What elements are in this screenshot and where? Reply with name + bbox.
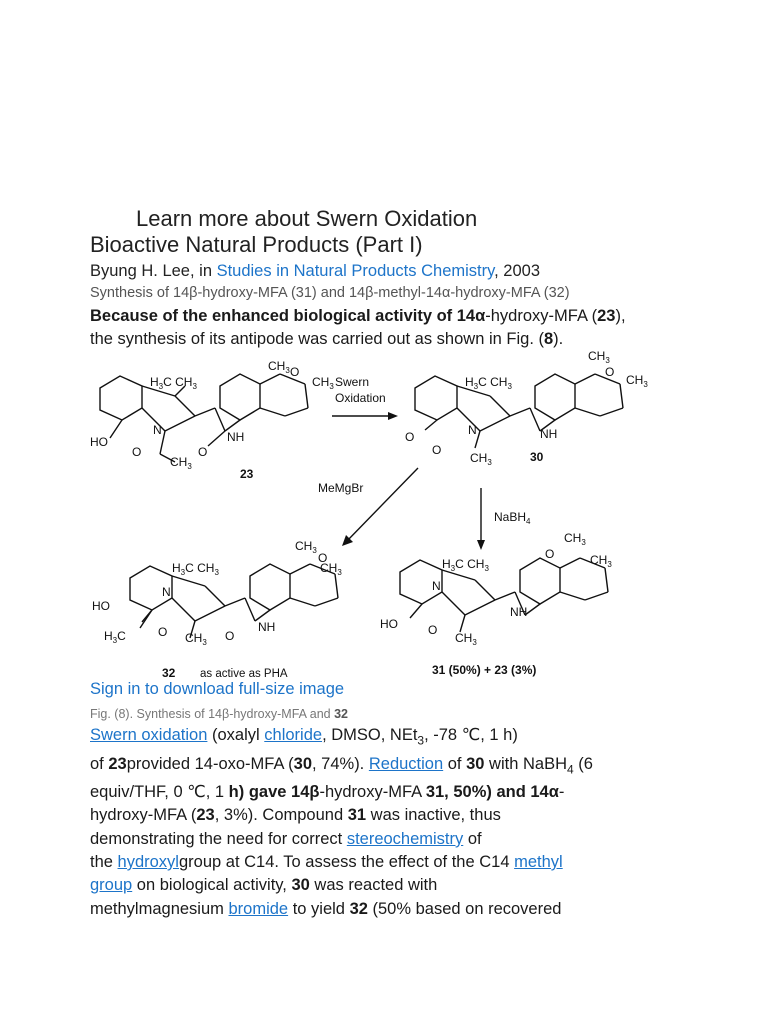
compound-ref: 32 xyxy=(349,899,368,918)
caption-text: Fig. (8). Synthesis of 14β-hydroxy-MFA and xyxy=(90,707,335,721)
structure-30 xyxy=(415,374,623,448)
label-n-31: N xyxy=(432,579,441,593)
body-text: the xyxy=(90,853,118,872)
label-o-32: O xyxy=(318,551,328,565)
label-o: O xyxy=(290,365,300,379)
body-text: , -78 ℃, 1 h) xyxy=(424,726,518,744)
structure-31 xyxy=(400,558,608,632)
label-ch3-top-32: $CH_3$ xyxy=(295,539,317,555)
label-ch3-top-30: $CH_3$ xyxy=(588,349,610,365)
label-ho-32: HO xyxy=(92,599,110,613)
nabh4-label: NaBH$_4$ xyxy=(494,510,531,526)
methyl-link[interactable]: methyl xyxy=(514,853,563,872)
memgbr-arrow xyxy=(346,468,418,542)
intro-text: ), xyxy=(615,307,626,325)
label-ch3-n-30: $CH_3$ xyxy=(470,451,492,467)
compound-ref: 23 xyxy=(597,307,616,325)
label-nh-32: NH xyxy=(258,620,276,634)
compound-ref: 31 xyxy=(425,783,445,802)
nabh4-arrow-group xyxy=(477,488,531,550)
label-o-30: O xyxy=(605,365,615,379)
body-text: on biological activity, xyxy=(132,876,292,895)
label-ch3-top: $CH_3$ xyxy=(268,359,290,375)
reaction-scheme-svg xyxy=(80,346,680,681)
chloride-link[interactable]: chloride xyxy=(264,726,323,744)
label-ch3-n: $CH_3$ xyxy=(170,455,192,471)
author: Byung H. Lee, in xyxy=(90,262,217,280)
body-text: demonstrating the need for correct xyxy=(90,829,347,848)
structure-23-labels xyxy=(90,359,334,481)
body-bold: h) gave 14β xyxy=(228,783,320,802)
label-ch3-top-31: $CH_3$ xyxy=(564,531,586,547)
bromide-link[interactable]: bromide xyxy=(228,899,289,918)
label-n-23: N xyxy=(153,423,162,437)
year: , 2003 xyxy=(494,262,541,280)
label-nh-31: NH xyxy=(510,605,528,619)
label-h3c-ch3-31: $H_3C$ $CH_3$ xyxy=(442,557,489,573)
body-text: equiv/THF, 0 ℃, 1 xyxy=(90,783,229,802)
label-ch3-n-32: $CH_3$ xyxy=(185,631,207,647)
label-ho-31: HO xyxy=(380,617,398,631)
compound-32-label: 32 xyxy=(162,666,176,680)
figure-caption xyxy=(90,707,348,721)
swern-arrow-group xyxy=(332,375,398,420)
body-text: group at C14. To assess the effect of the C14 xyxy=(178,853,515,872)
label-o-31b: O xyxy=(428,623,438,637)
body-text: -hydroxy-MFA xyxy=(319,783,426,802)
compound-ref: 23 xyxy=(196,806,215,825)
label-ch3-right-32: $CH_3$ xyxy=(320,561,342,577)
compound-32-note: as active as PHA xyxy=(200,668,288,680)
compound-30-label: 30 xyxy=(530,450,544,464)
compound-23-label: 23 xyxy=(240,467,254,481)
compound-31-result: 31 (50%) + 23 (3%) xyxy=(432,663,537,677)
body-text: , 74%). xyxy=(312,754,369,773)
reaction-scheme-figure[interactable] xyxy=(80,346,680,681)
label-ho-23: HO xyxy=(90,435,108,449)
label-h3c-ch3: $H_3C$ $CH_3$ xyxy=(150,375,197,391)
label-ch3-right-30: $CH_3$ xyxy=(626,373,648,389)
body-text: was inactive, thus xyxy=(366,806,501,825)
body-text: with NaBH xyxy=(484,754,567,773)
compound-ref: 30 xyxy=(291,876,310,895)
swern-arrowhead xyxy=(388,412,398,420)
intro-text: ). xyxy=(553,330,564,348)
compound-ref: 31 xyxy=(347,806,367,825)
nabh4-arrowhead xyxy=(477,540,485,550)
compound-ref: 30 xyxy=(466,754,485,773)
body-text: hydroxy-MFA ( xyxy=(90,806,197,825)
label-o-31: O xyxy=(545,547,555,561)
group-link[interactable]: group xyxy=(90,876,133,895)
label-o-30b: O xyxy=(432,443,442,457)
intro-bold: Because of the enhanced biological activity of 14α xyxy=(90,307,486,325)
label-ch3-right: $CH_3$ xyxy=(312,375,334,391)
intro-text: the synthesis of its antipode was carried out as shown in Fig. ( xyxy=(90,330,544,348)
oxidation-label: Oxidation xyxy=(335,391,386,405)
section-heading: Synthesis of 14β-hydroxy-MFA (31) and 14β-methyl-14α-hydroxy-MFA (32) xyxy=(90,285,570,301)
stereochemistry-link[interactable]: stereochemistry xyxy=(346,829,464,848)
label-h3c-ch3-32: $H_3C$ $CH_3$ xyxy=(172,561,219,577)
body-text: was reacted with xyxy=(309,876,438,895)
body-paragraph xyxy=(90,724,710,921)
structure-30-labels xyxy=(405,349,648,467)
memgbr-arrow-group xyxy=(318,468,418,546)
body-text: , 3%). Compound xyxy=(214,806,348,825)
label-ch3-right-31: $CH_3$ xyxy=(590,553,612,569)
label-ch3-n-31: $CH_3$ xyxy=(455,631,477,647)
label-n-30: N xyxy=(468,423,477,437)
swern-label: Swern xyxy=(335,375,370,389)
learn-more-heading[interactable]: Learn more about Swern Oxidation xyxy=(136,206,478,231)
label-o-lactam-32: O xyxy=(225,629,235,643)
label-nh-30: NH xyxy=(540,427,558,441)
hydroxyl-link[interactable]: hydroxyl xyxy=(117,853,179,872)
label-h3c-32: $H_3C$ xyxy=(104,629,126,645)
intro-text: -hydroxy-MFA ( xyxy=(485,307,598,325)
label-n-32: N xyxy=(162,585,171,599)
label-o-lactam: O xyxy=(198,445,208,459)
caption-bold: 32 xyxy=(334,707,348,721)
body-text: to yield xyxy=(288,899,350,918)
memgbr-label: MeMgBr xyxy=(318,481,364,495)
body-text: of xyxy=(443,754,467,773)
body-text: provided 14-oxo-MFA ( xyxy=(126,754,294,773)
body-text: , DMSO, NEt xyxy=(322,726,418,744)
label-h3c-ch3-30: $H_3C$ $CH_3$ xyxy=(465,375,512,391)
structure-31-labels xyxy=(380,531,612,677)
body-bold: , 50%) and 14α xyxy=(444,783,559,802)
reduction-link[interactable]: Reduction xyxy=(368,754,444,773)
body-subscript: 4 xyxy=(567,761,574,776)
body-text: of xyxy=(90,754,109,773)
sign-in-download-link[interactable]: Sign in to download full-size image xyxy=(90,680,345,698)
body-text: - xyxy=(558,783,565,802)
body-text: (oxalyl xyxy=(207,726,265,744)
book-link[interactable]: Studies in Natural Products Chemistry xyxy=(216,262,495,280)
intro-paragraph xyxy=(90,305,730,351)
compound-ref: 30 xyxy=(293,754,312,773)
chapter-title[interactable]: Bioactive Natural Products (Part I) xyxy=(90,232,423,257)
body-text: methylmagnesium xyxy=(90,899,229,918)
body-text: of xyxy=(463,829,482,848)
label-o-ketone: O xyxy=(405,430,415,444)
label-o-32b: O xyxy=(158,625,168,639)
body-subscript: 3 xyxy=(417,733,425,748)
compound-ref: 23 xyxy=(108,754,127,773)
byline xyxy=(90,262,540,281)
figure-ref: 8 xyxy=(543,330,554,348)
body-text: (6 xyxy=(573,754,593,773)
body-text: (50% based on recovered xyxy=(367,899,562,918)
label-nh-23: NH xyxy=(227,430,245,444)
swern-oxidation-link[interactable]: Swern oxidation xyxy=(90,726,208,744)
label-o-23: O xyxy=(132,445,142,459)
